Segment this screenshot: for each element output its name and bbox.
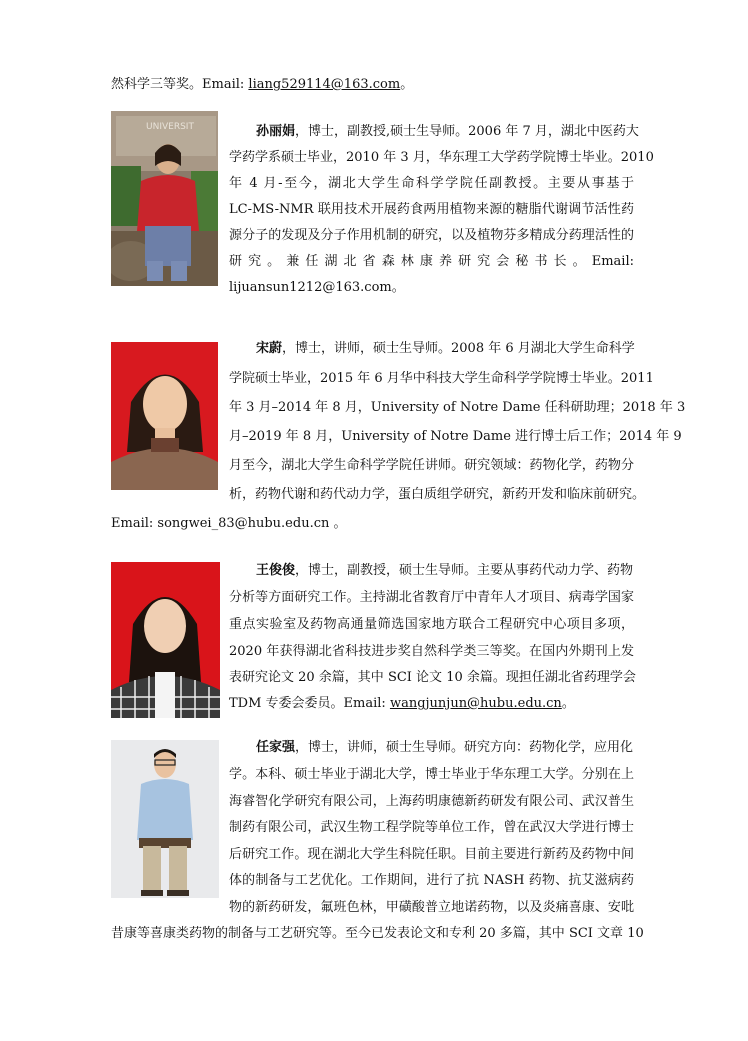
profile-1-line-1: ，博士，副教授,硕士生导师。2006 年 7 月，湖北中医药大 [295, 124, 639, 139]
portrait-photo-sun-lijuan [111, 111, 218, 286]
profile-3-email-link[interactable]: wangjunjun@hubu.edu.cn [389, 696, 562, 711]
profile-1-line-4: LC-MS-NMR 联用技术开展药食两用植物来源的糖脂代谢调节活性药 [229, 202, 634, 217]
profile-name: 王俊俊 [256, 563, 296, 578]
profile-3-line-1: ，博士，副教授，硕士生导师。主要从事药代动力学、药物 [295, 563, 634, 578]
profile-4-line-5: 后研究工作。现在湖北大学生科院任职。目前主要进行新药及药物中间 [229, 847, 634, 862]
profile-4-line-7: 物的新药研发，氟班色林，甲磺酸普立地诺药物，以及炎痛喜康、安吡 [229, 900, 634, 915]
intro-line: 然科学三等奖。Email: liang529114@163.com。 [111, 77, 414, 92]
profile-4-line-8: 昔康等喜康类药物的制备与工艺研究等。至今已发表论文和专利 20 多篇，其中 SCI 文章 10 [111, 926, 644, 941]
profile-2-line-3: 年 3 月–2014 年 8 月，University of Notre Dame 任科研助理；2018 年 3 [229, 400, 686, 415]
profile-3-line-4: 2020 年获得湖北省科技进步奖自然科学类三等奖。在国内外期刊上发 [229, 644, 634, 659]
intro-email-link[interactable]: liang529114@163.com [248, 77, 401, 92]
portrait-photo-wang-junjun [111, 562, 220, 718]
profile-1-line-2: 学药学系硕士毕业，2010 年 3 月，华东理工大学药学院博士毕业。2010 [229, 150, 654, 165]
profile-4-line-3: 海睿智化学研究有限公司，上海药明康德新药研发有限公司、武汉普生 [229, 794, 634, 809]
profile-4-line-4: 制药有限公司，武汉生物工程学院等单位工作，曾在武汉大学进行博士 [229, 820, 634, 835]
profile-4-line-2: 学。本科、硕士毕业于湖北大学，博士毕业于华东理工大学。分别在上 [229, 767, 634, 782]
profile-2-line-1: ，博士，讲师，硕士生导师。2008 年 6 月湖北大学生命科学 [282, 341, 635, 356]
profile-1-line-6: 研究。兼任湖北省森林康养研究会秘书长。Email: [229, 254, 634, 269]
profile-2-line-4: 月–2019 年 8 月，University of Notre Dame 进行博士后工作；2014 年 9 [229, 429, 682, 444]
profile-4-line-6: 体的制备与工艺优化。工作期间，进行了抗 NASH 药物、抗艾滋病药 [229, 873, 634, 888]
profile-name: 宋蔚 [256, 341, 283, 356]
profile-name: 任家强 [256, 740, 296, 755]
portrait-photo-ren-jiaqiang [111, 740, 219, 898]
profile-2-line-6: 析，药物代谢和药代动力学，蛋白质组学研究，新药开发和临床前研究。 [229, 487, 646, 502]
profile-3-line-6: TDM 专委会委员。Email: wangjunjun@hubu.edu.cn。 [229, 696, 575, 711]
profile-1-line-7: lijuansun1212@163.com。 [229, 280, 405, 295]
profile-4-line-1: ，博士，讲师，硕士生导师。研究方向：药物化学，应用化 [295, 740, 634, 755]
profile-1-line-3: 年 4 月-至今，湖北大学生命科学学院任副教授。主要从事基于 [229, 176, 634, 191]
sign-lettering: UNIVERSIT [146, 122, 194, 132]
profile-2-line-7: Email: songwei_83@hubu.edu.cn 。 [111, 516, 347, 531]
profile-3-line-5: 表研究论文 20 余篇，其中 SCI 论文 10 余篇。现担任湖北省药理学会 [229, 670, 636, 685]
portrait-photo-song-wei [111, 342, 218, 490]
profile-2-line-5: 月至今，湖北大学生命科学学院任讲师。研究领域：药物化学，药物分 [229, 458, 634, 473]
profile-3-line-2: 分析等方面研究工作。主持湖北省教育厅中青年人才项目、病毒学国家 [229, 590, 634, 605]
profile-1-line-5: 源分子的发现及分子作用机制的研究，以及植物芬多精成分药理活性的 [229, 228, 634, 243]
profile-2-line-2: 学院硕士毕业，2015 年 6 月华中科技大学生命科学学院博士毕业。2011 [229, 371, 654, 386]
profile-name: 孙丽娟 [256, 124, 296, 139]
profile-3-line-3: 重点实验室及药物高通量筛选国家地方联合工程研究中心项目多项， [229, 617, 634, 632]
